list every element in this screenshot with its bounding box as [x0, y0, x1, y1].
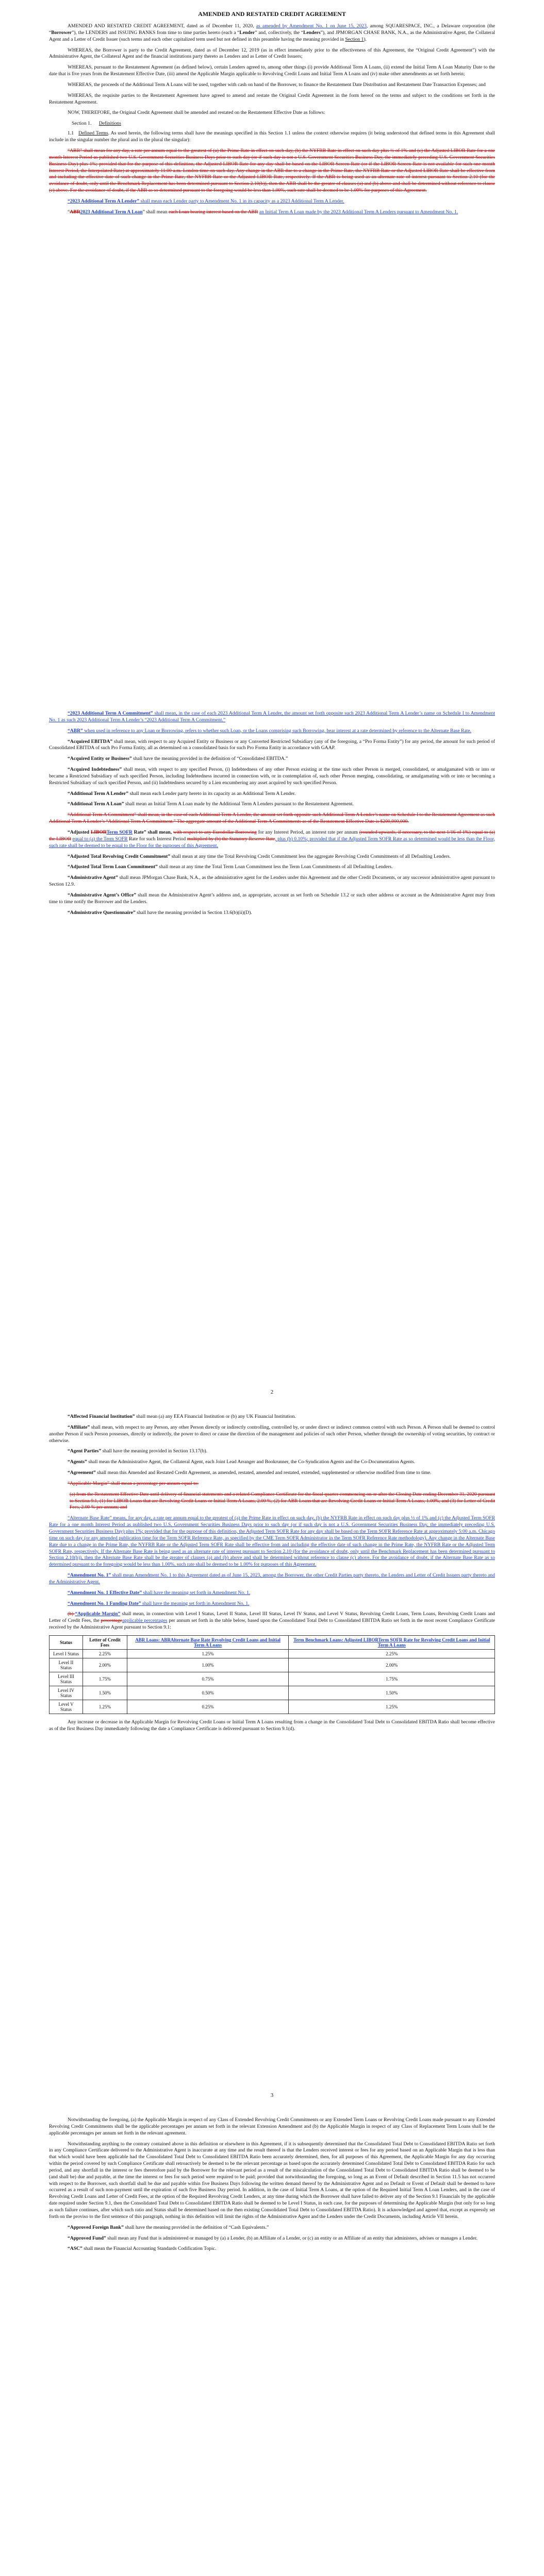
definition-amendment-1-funding: “Amendment No. 1 Funding Date” shall have the meaning set forth in Amendment No. 1. [68, 1600, 250, 1606]
definition-adjusted-term-loan: “Adjusted Total Term Loan Commitment” shall mean at any time the Total Term Loan Commitment less the Term Loan Commitments of all Defaulting Lenders. [68, 864, 393, 870]
definition-amendment-1-effective: “Amendment No. 1 Effective Date” shall have the meaning set forth in Amendment No. 1. [68, 1589, 251, 1596]
whereas-1: WHEREAS, the Borrower is party to the Credit Agreement, dated as of December 12, 2019 (as in effect immediately prior to the effectiveness of this Agreement, the “Original Credit Agreement”) with the Administrative Agent, the Collateral Agent and the financial institutions party thereto as Lenders and as Letter of Credit Issuers; [49, 47, 495, 60]
definition-acquired-ebitda: “Acquired EBITDA” shall mean, with respect to any Acquired Entity or Business or any Converted Restricted Subsidiary (any of the foregoing, a “Pro Forma Entity”) for any period, the amount for such period of Consolidated EBITDA of such Pro Forma Entity, all as determined on a consolidated basis for such Pro Forma Entity in accordance with GAAP. [49, 738, 495, 751]
document-title: AMENDED AND RESTATED CREDIT AGREEMENT [198, 10, 346, 18]
definition-acquired-entity: “Acquired Entity or Business” shall have the meaning provided in the definition of “Consolidated EBITDA.” [68, 756, 288, 762]
applicable-margin-deleted-a: (a) from the Restatement Effective Date until delivery of financial statements and a related Compliance Certificate for the fiscal quarter commencing on or after the Closing Date ending December 31, 2020 pursuant to Section 9.1, (1) for LIBOR Loans that are Revolving Credit Loans or Initial Term A Loans, 2.00 %, (2) for ABR Loans that are Revolving Credit Loans or Initial Term A Loans, 1.00%, and (3) for Letter of Credit Fees, 2.00 % per annum; and [70, 1491, 495, 1511]
table-row: Level IV Status 1.50% 0.50% 1.50% [50, 1686, 495, 1700]
definition-applicable-margin: (b) “Applicable Margin” shall mean, in connection with Level I Status, Level II Status, Level III Status, Level IV Status, and Level V Status, Revolving Credit Loans, Term Loans, Revolving Credit Loans and Letter of Credit Fees, the percentageapplicable percentages per annum set forth in the table below, based upon the Consolidated Total Debt to Consolidated EBITDA Ratio set forth in the most recent Compliance Certificate received by the Administrative Agent pursuant to Section 9.1: [49, 1611, 495, 1631]
whereas-2: WHEREAS, pursuant to the Restatement Agreement (as defined below), certain Lenders agreed to, among other things (i) provide Additional Term A Loans, (ii) extend the Initial Term A Loan Maturity Date to the date that is five years from the Restatement Effective Date, (iii) amend the Applicable Margin applicable to Revolving Credit Loans and Initial Term A Loans and (iv) make other amendments as set forth herein; [49, 64, 495, 77]
table-header: ABR Loans: ABRAlternate Base Rate Revolving Credit Loans and Initial Term A Loans [127, 1635, 289, 1649]
definition-amendment-1: “Amendment No. 1” shall mean Amendment No. 1 to this Agreement dated as of June 15, 2023, among the Borrower, the other Credit Parties party thereto, the Lenders and Letter of Credit Issuers party thereto and the Administrative Agent. [49, 1572, 495, 1585]
definition-2023-additional-lender: “2023 Additional Term A Lender” shall mean each Lender party to Amendment No. 1 in its capacity as a 2023 Additional Term A Lender. [68, 198, 344, 204]
definition-agents: “Agents” shall mean the Administrative Agent, the Collateral Agent, each Joint Lead Arranger and Bookrunner, the Co-Syndication Agents and the Co-Documentation Agents. [68, 1459, 415, 1465]
page-3 [0, 1406, 544, 2110]
definition-2023-additional-loan: “ABR2023 Additional Term A Loan” shall mean each Loan bearing interest based on the ABR an Initial Term A Loan made by the 2023 Additional Term A Lenders pursuant to Amendment No. 1. [68, 209, 458, 215]
definition-admin-questionnaire: “Administrative Questionnaire” shall have the meaning provided in Section 13.6(b)(ii)(D). [68, 909, 252, 916]
page-number: 3 [270, 2092, 274, 2098]
definition-additional-lender: “Additional Term A Lender” shall mean each Lender party hereto in its capacity as an Additional Term A Lender. [68, 790, 296, 796]
definition-asc: “ASC” shall mean the Financial Accounting Standards Codification Topic. [68, 2246, 217, 2252]
table-row: Level II Status 2.00% 1.00% 2.00% [50, 1658, 495, 1672]
whereas-4: WHEREAS, the requisite parties to the Restatement Agreement have agreed to amend and restate the Original Credit Agreement in the form hereof on the terms and subject to the conditions set forth in the Restatement Agreement. [49, 92, 495, 105]
definition-affiliate: “Affiliate” shall mean, with respect to any Person, any other Person directly or indirectly controlling, controlled by, or under direct or indirect common control with such Person. A Person shall be deemed to control another Person if such Person possesses, directly or indirectly, the power to direct or cause the direction of the management and policies of such other Person, whether through the ownership of voting securities, by contract or otherwise. [49, 1424, 495, 1444]
applicable-margin-deleted-head: “Applicable Margin” shall mean a percentage per annum equal to: [68, 1480, 199, 1486]
page-2 [0, 703, 544, 1406]
table-row: Level V Status 1.25% 0.25% 1.25% [50, 1700, 495, 1714]
definition-adjusted-revolving: “Adjusted Total Revolving Credit Commitment” shall mean at any time the Total Revolving Credit Commitment less the aggregate Revolving Credit Commitments of all Defaulting Lenders. [68, 853, 451, 859]
definition-acquired-indebtedness: “Acquired Indebtedness” shall mean, with respect to any specified Person, (i) Indebtedness of any other Person existing at the time such other Person is merged, consolidated, or amalgamated with or into or became a Restricted Subsidiary of such specified Person, including Indebtedness incurred in connection with, or in contemplation of, such other Person merging, consolidating, or amalgamating with or into or becoming a Restricted Subsidiary of such specified Person, and (ii) Indebtedness secured by a Lien encumbering any asset acquired by such specified Person. [49, 767, 495, 786]
definition-administrative-agent: “Administrative Agent” shall mean JPMorgan Chase Bank, N.A., as the administrative agent for the Lenders under this Agreement and the other Credit Documents, or any successor administrative agent pursuant to Section 12.9. [49, 875, 495, 888]
margin-change-paragraph: Any increase or decrease in the Applicable Margin for Revolving Credit Loans or Initial Term A Loans resulting from a change in the Consolidated Total Debt to Consolidated EBITDA Ratio shall become effective as of the first Business Day immediately following the date a Compliance Certificate is delivered pursuant to Section 9.1(d). [49, 1719, 495, 1732]
table-header: Term Benchmark Loans: Adjusted LIBORTerm SOFR Rate for Revolving Credit Loans and Initial Term A Loans [289, 1635, 495, 1649]
page-1 [0, 0, 544, 703]
table-row: Level III Status 1.75% 0.75% 1.75% [50, 1672, 495, 1686]
table-header: Letter of Credit Fees [83, 1635, 127, 1649]
definition-agreement: “Agreement” shall mean this Amended and Restated Credit Agreement, as amended, restated, amended and restated, extended, supplemented or otherwise modified from time to time. [68, 1470, 432, 1476]
abr-deleted-definition: “ABR” shall mean for any day, a rate per annum equal to the greatest of (a) the Prime Rate in effect on such day, (b) the NYFRB Rate in effect on such day plus ½ of 1% and (c) the Adjusted LIBOR Rate for a one month Interest Period as published two U.S. Government Securities Business Days prior to such day (or if such day is not a U.S. Government Securities Business Day, the immediately preceding U.S. Government Securities Business Day) plus 1%; provided that for the purpose of this definition, the Adjusted LIBOR Rate for any day shall be based on the LIBOR Screen Rate (or if the LIBOR Screen Rate is not available for such one month Interest Period, the Interpolated Rate) at approximately 11:00 a.m. London time on such day. Any change in the ABR due to a change in the Prime Rate, the NYFRB Rate or the Adjusted LIBOR Rate shall be effective from and including the effective date of such change in the Prime Rate, the NYFRB Rate or the Adjusted LIBOR Rate, respectively. If the ABR is being used as an alternate rate of interest pursuant to Section 2.10 (for the avoidance of doubt, only until the Benchmark Replacement has been determined pursuant to Section 2.10(b)), then the ABR shall be the greater of clauses (a) and (b) above and shall be determined without reference to clause (c) above. For the avoidance of doubt, if the ABR as so determined pursuant to the foregoing would be less than 1.00%, such rate shall be deemed to be 1.00% for purposes of this Agreement. [49, 147, 495, 194]
definition-agent-parties: “Agent Parties” shall have the meaning provided in Section 13.17(b). [68, 1448, 207, 1454]
definition-approved-foreign-bank: “Approved Foreign Bank” shall have the meaning provided in the definition of “Cash Equivalents.” [68, 2224, 269, 2230]
page-number: 2 [270, 1389, 274, 1395]
whereas-3: WHEREAS, the proceeds of the Additional Term A Loans will be used, together with cash on hand of the Borrower, to finance the Restatement Date Distribution and Restatement Date Transaction Expenses; and [68, 81, 486, 88]
definition-abr: “ABR” when used in reference to any Loan or Borrowing, refers to whether such Loan, or the Loans comprising such Borrowing, bear interest at a rate determined by reference to the Alternate Base Rate. [68, 727, 471, 734]
definition-adjusted-rate: “Adjusted LIBORTerm SOFR Rate” shall mean, with respect to any Eurodollar Borrowing for any Interest Period, an interest rate per annum (rounded upwards, if necessary, to the next 1/16 of 1%) equal to (a) the LIBOR equal to (a) the Term SOFR Rate for such Interest Period multiplied by (b) the Statutory Reserve Rate, plus (b) 0.10%; provided that if the Adjusted Term SOFR Rate as so determined would be less than the Floor, such rate shall be deemed to be equal to the Floor for the purposes of this Agreement. [49, 829, 495, 849]
preamble: AMENDED AND RESTATED CREDIT AGREEMENT, dated as of December 11, 2020, as amended by Amendment No. 1 on June 15, 2023, among SQUARESPACE, INC., a Delaware corporation (the “Borrower”), the LENDERS and ISSUING BANKS from time to time parties hereto (each a “Lender” and, collectively, the “Lenders”), and JPMORGAN CHASE BANK, N.A., as the Administrative Agent, the Collateral Agent and a Letter of Credit Issuer (such terms and each other capitalized term used but not defined in this preamble having the meaning provided in Section 1). [49, 23, 495, 42]
notwithstanding-1: Notwithstanding the foregoing, (a) the Applicable Margin in respect of any Class of Extended Revolving Credit Commitments or any Extended Term Loans or Revolving Credit Loans made pursuant to any Extended Revolving Credit Commitments shall be the applicable percentages per annum set forth in the relevant Extension Amendment and (b) the Applicable Margin in respect of any Class of Replacement Term Loans shall be the applicable percentages per annum set forth in the relevant agreement. [49, 2117, 495, 2136]
applicable-margin-table [49, 1635, 495, 1714]
definition-additional-loan: “Additional Term A Loan” shall mean an Initial Term A Loan made by the Additional Term A Lenders pursuant to the Restatement Agreement. [68, 801, 354, 807]
definition-2023-commitment: “2023 Additional Term A Commitment” shall mean, in the case of each 2023 Additional Term A Lender, the amount set forth opposite such 2023 Additional Term A Lender’s name on Schedule I to Amendment No. 1 as such 2023 Additional Term A Lender’s “2023 Additional Term A Commitment.” [49, 710, 495, 723]
definition-agent-office: “Administrative Agent’s Office” shall mean the Administrative Agent’s address and, as appropriate, account as set forth on Schedule 13.2 or such other address or account as the Administrative Agent may from time to time notify the Borrower and the Lenders. [49, 892, 495, 905]
definition-additional-commitment-deleted: “Additional Term A Commitment” shall mean, in the case of each Additional Term A Lender, the amount set forth opposite such Additional Term A Lender’s name on Schedule I to the Restatement Agreement as such Additional Term A Lender’s “Additional Term A Commitment.” The aggregate amount of the Additional Term A Commitments as of the Restatement Effective Date is $200,000,000. [49, 812, 495, 825]
section-heading: Section 1. Definitions [72, 121, 121, 127]
notwithstanding-2: Notwithstanding anything to the contrary contained above in this definition or elsewhere in this Agreement, if it is subsequently determined that the Consolidated Total Debt to Consolidated EBITDA Ratio set forth in any Compliance Certificate delivered to the Administrative Agent is inaccurate at any time and the result thereof is that the Lenders received interest or fees for any period based on an Applicable Margin that is less than that which would have been applicable had the Consolidated Total Debt to Consolidated EBITDA Ratio been accurately determined, then, for all purposes of this Agreement, the Applicable Margin for any day occurring within the period covered by such Compliance Certificate shall retroactively be deemed to be the relevant percentage as based upon the accurately determined Consolidated Total Debt to Consolidated EBITDA Ratio for such period, and any shortfall in the interest or fees theretofore paid by the Borrower for the relevant period as a result of the miscalculation of the Consolidated Total Debt to Consolidated EBITDA Ratio shall be deemed to be (and shall be) due and payable, at the time the interest or fees for such period were required to be paid; provided that notwithstanding the foregoing, so long as an Event of Default described in Section 11.5 has not occurred with respect to the Borrower, such shortfall shall be due and payable within five Business Days following the written demand thereof by the Administrative Agent and no Default or Event of Default shall be deemed to have occurred as a result of such non-payment until the expiration of such five Business Day period. In addition, in the case of Initial Term A Loans, at the option of the Required Initial Term A Loan Lenders, and in the case of Revolving Credit Loans and Letter of Credit Fees, at the option of the Required Revolving Credit Lenders, at any time during which the Borrower shall have failed to deliver any of the Section 9.1 Financials by the applicable date required under Section 9.1, then the Consolidated Total Debt to Consolidated EBITDA Ratio shall be deemed to be Level I Status, in each case, for the purposes of determining the Applicable Margin (but only for so long as such failure continues, after which such ratio and Status shall be determined based on the then existing Consolidated Total Debt to Consolidated EBITDA Ratio). It is acknowledged and agreed that, except as expressly set forth on the proviso to the first sentence of this paragraph, nothing in this definition will limit the rights of the Administrative Agent and the Lenders under the Credit Documents, including Article VII herein. [49, 2141, 495, 2219]
table-header: Status [50, 1635, 83, 1649]
definition-approved-fund: “Approved Fund” shall mean any Fund that is administered or managed by (a) a Lender, (b) an Affiliate of a Lender, or (c) an entity or an Affiliate of an entity that administers, advises or manages a Lender. [68, 2235, 478, 2241]
definition-alternate-base-rate: “Alternate Base Rate” means, for any day, a rate per annum equal to the greatest of (a) the Prime Rate in effect on such day, (b) the NYFRB Rate in effect on such day plus ½ of 1% and (c) the Adjusted Term SOFR Rate for a one month Interest Period as published two U.S. Government Securities Business Days prior to such day (or if such day is not a U.S. Government Securities Business Day, the immediately preceding U.S. Government Securities Business Day) plus 1%; provided that for the purpose of this definition, the Adjusted Term SOFR Rate for any day shall be based on the Term SOFR Reference Rate at approximately 5:00 a.m. Chicago time on such day (or any amended publication time for the Term SOFR Reference Rate, as specified by the CME Term SOFR Administrator in the Term SOFR Reference Rate methodology). Any change in the Alternate Base Rate due to a change in the Prime Rate, the NYFRB Rate or the Adjusted Term SOFR Rate shall be effective from and including the effective date of such change in the Prime Rate, the NYFRB Rate or the Adjusted Term SOFR Rate, respectively. If the Alternate Base Rate is being used as an alternate rate of interest pursuant to Section 2.10 (for the avoidance of doubt, only until the Benchmark Replacement has been determined pursuant to Section 2.10(b)), then the Alternate Base Rate shall be the greater of clauses (a) and (b) above and shall be determined without reference to clause (c) above. For the avoidance of doubt, if the Alternate Base Rate as so determined pursuant to the foregoing would be less than 1.00%, such rate shall be deemed to be 1.00% for purposes of this Agreement. [49, 1515, 495, 1568]
now-therefore: NOW, THEREFORE, the Original Credit Agreement shall be amended and restated on the Restatement Effective Date as follows: [68, 110, 325, 116]
definition-affected-fi: “Affected Financial Institution” shall mean (a) any EEA Financial Institution or (b) any UK Financial Institution. [68, 1414, 296, 1419]
table-row: Level I Status 2.25% 1.25% 2.25% [50, 1649, 495, 1658]
section-1-1: 1.1 Defined Terms. As used herein, the following terms shall have the meanings specified in this Section 1.1 unless the context otherwise requires (it being understood that defined terms in this Agreement shall include in the singular number the plural and in the plural the singular): [49, 130, 495, 143]
page-4 [0, 2110, 544, 2576]
